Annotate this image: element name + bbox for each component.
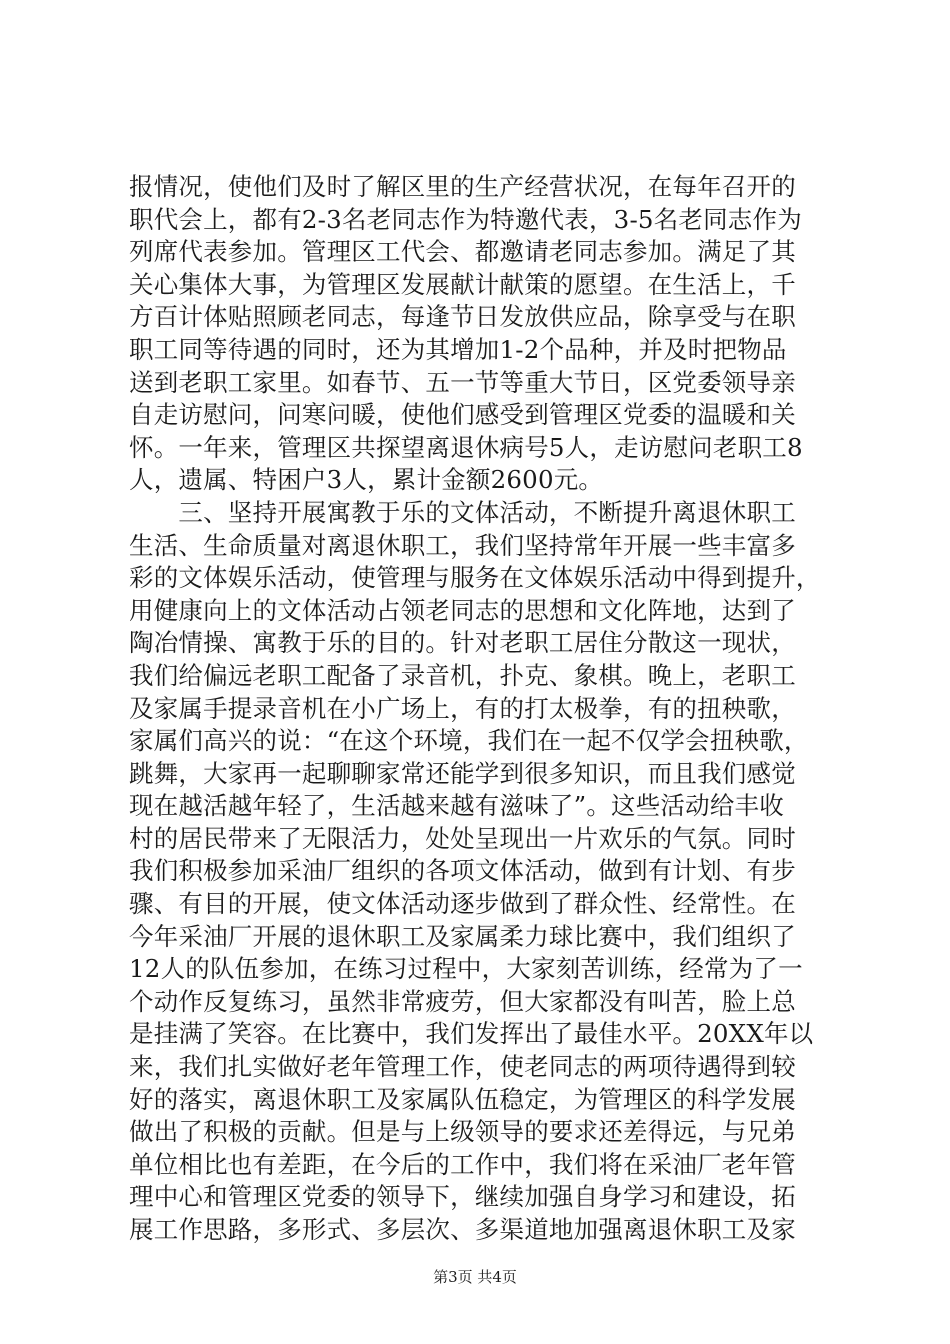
text-line: 彩的文体娱乐活动，使管理与服务在文体娱乐活动中得到提升， — [129, 563, 821, 593]
text-line: 自走访慰问，问寒问暖，使他们感受到管理区党委的温暖和关 — [129, 400, 796, 430]
text-line: 个动作反复练习，虽然非常疲劳，但大家都没有叫苦，脸上总 — [129, 986, 796, 1016]
text-line: 职工同等待遇的同时，还为其增加1-2个品种，并及时把物品 — [129, 334, 787, 364]
text-line: 我们给偏远老职工配备了录音机，扑克、象棋。晚上，老职工 — [129, 660, 796, 690]
text-line: 12人的队伍参加，在练习过程中，大家刻苦训练，经常为了一 — [129, 954, 803, 984]
text-line: 送到老职工家里。如春节、五一节等重大节日，区党委领导亲 — [129, 367, 796, 397]
text-line: 今年采油厂开展的退休职工及家属柔力球比赛中，我们组织了 — [129, 921, 796, 951]
text-line: 人，遗属、特困户3人，累计金额2600元。 — [129, 465, 604, 495]
text-line: 展工作思路，多形式、多层次、多渠道地加强离退休职工及家 — [129, 1215, 796, 1244]
text-line: 报情况，使他们及时了解区里的生产经营状况，在每年召开的 — [129, 172, 796, 201]
text-line: 方百计体贴照顾老同志，每逢节日发放供应品，除享受与在职 — [129, 302, 796, 332]
text-line: 怀。一年来，管理区共探望离退休病号5人，走访慰问老职工8 — [129, 432, 803, 462]
text-line: 及家属手提录音机在小广场上，有的打太极拳，有的扭秧歌， — [129, 693, 796, 723]
text-line: 骤、有目的开展，使文体活动逐步做到了群众性、经常性。在 — [129, 889, 796, 919]
text-line: 现在越活越年轻了，生活越来越有滋味了”。这些活动给丰收 — [129, 791, 784, 821]
text-line: 列席代表参加。管理区工代会、都邀请老同志参加。满足了其 — [129, 237, 796, 267]
text-line: 三、坚持开展寓教于乐的文体活动，不断提升离退休职工 — [129, 497, 796, 527]
text-line: 职代会上，都有2-3名老同志作为特邀代表，3-5名老同志作为 — [129, 204, 802, 234]
text-line: 家属们高兴的说：“在这个环境，我们在一起不仅学会扭秧歌， — [129, 726, 809, 756]
text-line: 关心集体大事，为管理区发展献计献策的愿望。在生活上，千 — [129, 269, 796, 299]
text-line: 村的居民带来了无限活力，处处呈现出一片欢乐的气氛。同时 — [129, 823, 796, 853]
text-line: 我们积极参加采油厂组织的各项文体活动，做到有计划、有步 — [129, 856, 796, 886]
page-number-footer: 第3页 共4页 — [433, 1268, 517, 1286]
text-line: 是挂满了笑容。在比赛中，我们发挥出了最佳水平。20XX年以 — [129, 1019, 814, 1049]
text-line: 用健康向上的文体活动占领老同志的思想和文化阵地，达到了 — [129, 595, 796, 625]
text-line: 来，我们扎实做好老年管理工作，使老同志的两项待遇得到较 — [129, 1052, 796, 1082]
text-line: 生活、生命质量对离退休职工，我们坚持常年开展一些丰富多 — [129, 530, 796, 560]
text-line: 单位相比也有差距，在今后的工作中，我们将在采油厂老年管 — [129, 1149, 796, 1179]
text-line: 理中心和管理区党委的领导下，继续加强自身学习和建设，拓 — [129, 1182, 796, 1212]
text-line: 好的落实，离退休职工及家属队伍稳定，为管理区的科学发展 — [129, 1084, 796, 1114]
text-line: 做出了积极的贡献。但是与上级领导的要求还差得远，与兄弟 — [129, 1117, 796, 1147]
body-text — [129, 171, 829, 1247]
text-line: 跳舞，大家再一起聊聊家常还能学到很多知识，而且我们感觉 — [129, 758, 796, 788]
text-line: 陶冶情操、寓教于乐的目的。针对老职工居住分散这一现状， — [129, 628, 796, 658]
